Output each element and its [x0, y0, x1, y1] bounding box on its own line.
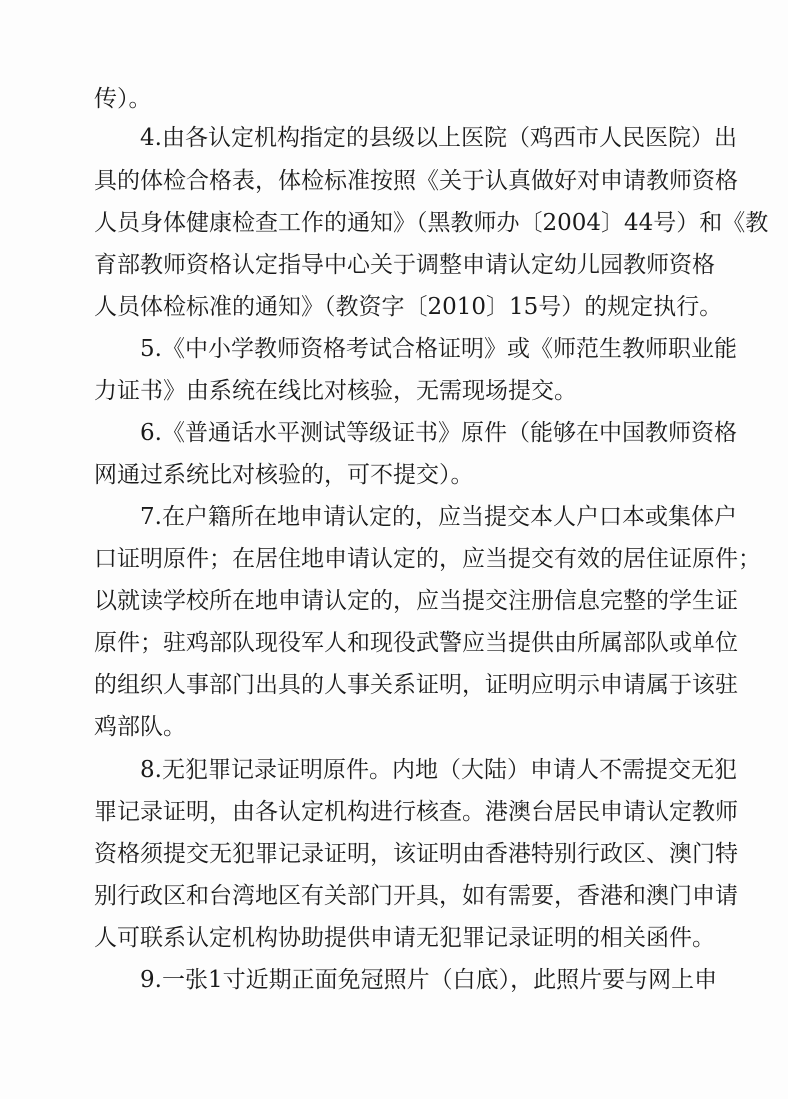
- text-line: 7.在户籍所在地申请认定的，应当提交本人户口本或集体户: [140, 504, 737, 530]
- text-line: 原件；驻鸡部队现役军人和现役武警应当提供由所属部队或单位: [94, 630, 738, 656]
- text-line: 口证明原件；在居住地申请认定的，应当提交有效的居住证原件；: [94, 546, 761, 572]
- text-line: 4.由各认定机构指定的县级以上医院（鸡西市人民医院）出: [140, 125, 737, 151]
- text-line: 9.一张1寸近期正面免冠照片（白底），此照片要与网上申: [140, 967, 718, 993]
- text-line: 以就读学校所在地申请认定的，应当提交注册信息完整的学生证: [94, 588, 738, 614]
- text-line: 5.《中小学教师资格考试合格证明》或《师范生教师职业能: [140, 336, 737, 362]
- text-line: 人可联系认定机构协助提供申请无犯罪记录证明的相关函件。: [94, 925, 715, 951]
- text-line: 人员体检标准的通知》（教资字〔2010〕15号）的规定执行。: [94, 294, 723, 320]
- text-line: 力证书》由系统在线比对核验，无需现场提交。: [94, 378, 577, 404]
- text-line: 的组织人事部门出具的人事关系证明，证明应明示申请属于该驻: [94, 672, 738, 698]
- text-line: 传）。: [94, 86, 152, 112]
- text-line: 人员身体健康检查工作的通知》（黑教师办〔2004〕44号）和《教: [94, 210, 769, 236]
- text-line: 6.《普通话水平测试等级证书》原件（能够在中国教师资格: [140, 420, 737, 446]
- text-line: 罪记录证明，由各认定机构进行核查。港澳台居民申请认定教师: [94, 799, 738, 825]
- text-line: 鸡部队。: [94, 714, 186, 740]
- text-line: 别行政区和台湾地区有关部门开具，如有需要，香港和澳门申请: [94, 883, 738, 909]
- text-line: 资格须提交无犯罪记录证明，该证明由香港特别行政区、澳门特: [94, 841, 738, 867]
- text-line: 具的体检合格表，体检标准按照《关于认真做好对申请教师资格: [94, 168, 738, 194]
- text-line: 网通过系统比对核验的，可不提交）。: [94, 462, 474, 488]
- text-line: 8.无犯罪记录证明原件。内地（大陆）申请人不需提交无犯: [140, 757, 737, 783]
- text-line: 育部教师资格认定指导中心关于调整申请认定幼儿园教师资格: [94, 252, 715, 278]
